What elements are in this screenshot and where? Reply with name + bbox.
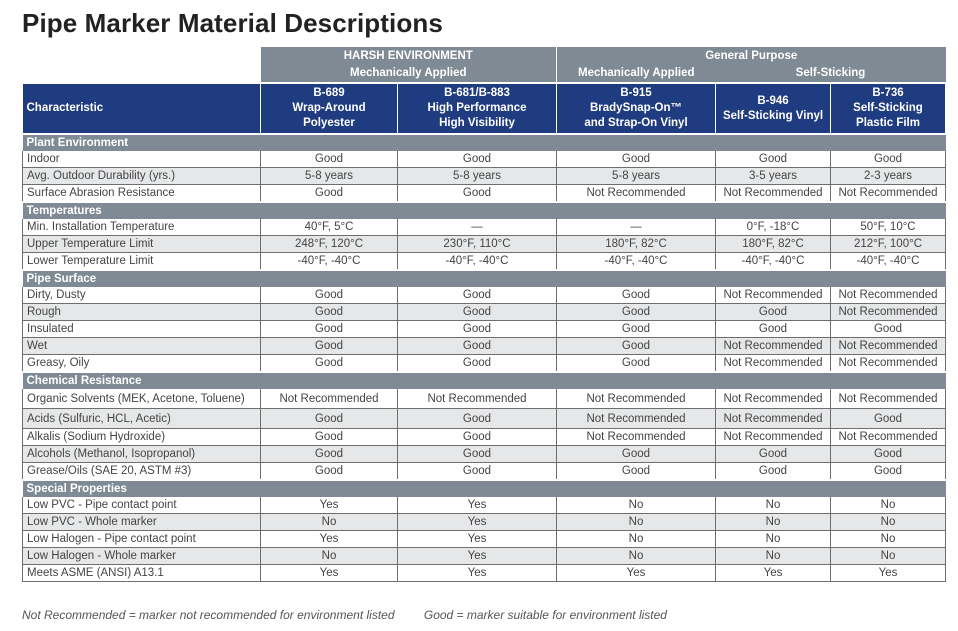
table-cell: No	[557, 514, 716, 531]
row-label: Grease/Oils (SAE 20, ASTM #3)	[23, 463, 261, 481]
table-cell: No	[716, 531, 831, 548]
table-cell: Good	[261, 409, 398, 429]
table-cell: Good	[716, 151, 831, 168]
column-header-line: Self-Sticking	[853, 102, 923, 114]
table-cell: Good	[716, 463, 831, 481]
table-cell: Good	[831, 151, 946, 168]
row-label: Low PVC - Whole marker	[23, 514, 261, 531]
column-header-1	[398, 83, 557, 134]
table-cell: 212°F, 100°C	[831, 236, 946, 253]
row-label: Meets ASME (ANSI) A13.1	[23, 565, 261, 582]
table-row	[23, 565, 946, 582]
table-cell: No	[557, 548, 716, 565]
table-cell: -40°F, -40°C	[557, 253, 716, 271]
table-cell: Not Recommended	[831, 429, 946, 446]
table-cell: Good	[261, 321, 398, 338]
table-cell: No	[831, 548, 946, 565]
table-cell: Yes	[398, 565, 557, 582]
table-cell: Not Recommended	[831, 355, 946, 373]
row-label: Upper Temperature Limit	[23, 236, 261, 253]
table-cell: Good	[557, 338, 716, 355]
table-row	[23, 185, 946, 203]
section-title: Plant Environment	[23, 134, 946, 151]
subgroup-self-sticking: Self-Sticking	[716, 64, 946, 83]
column-header-3	[716, 83, 831, 134]
table-cell: -40°F, -40°C	[261, 253, 398, 271]
table-cell: Good	[398, 304, 557, 321]
table-cell: Good	[557, 321, 716, 338]
table-row	[23, 151, 946, 168]
table-cell: Good	[261, 463, 398, 481]
group-general-purpose: General Purpose	[557, 47, 946, 64]
table-cell: Good	[831, 409, 946, 429]
table-row	[23, 531, 946, 548]
table-cell: 0°F, -18°C	[716, 219, 831, 236]
subgroup-mechanically-applied-harsh: Mechanically Applied	[261, 64, 557, 83]
table-row	[23, 253, 946, 271]
row-label: Avg. Outdoor Durability (yrs.)	[23, 168, 261, 185]
column-header-line: Self-Sticking Vinyl	[722, 109, 824, 122]
subgroup-mechanically-applied-general: Mechanically Applied	[557, 64, 716, 83]
table-cell: Yes	[261, 531, 398, 548]
table-row	[23, 389, 946, 409]
table-cell: Yes	[261, 565, 398, 582]
table-cell: Yes	[398, 548, 557, 565]
row-label: Greasy, Oily	[23, 355, 261, 373]
table-cell: Not Recommended	[557, 389, 716, 409]
column-header-0	[261, 83, 398, 134]
table-cell: Yes	[398, 514, 557, 531]
table-cell: Good	[831, 463, 946, 481]
table-cell: Not Recommended	[831, 389, 946, 409]
table-cell: Good	[716, 321, 831, 338]
table-cell: 230°F, 110°C	[398, 236, 557, 253]
footer-note-good: Good = marker suitable for environment listed	[423, 608, 667, 622]
table-cell: Not Recommended	[716, 287, 831, 304]
row-label: Wet	[23, 338, 261, 355]
table-cell: Good	[398, 338, 557, 355]
group-harsh-environment: HARSH ENVIRONMENT	[261, 47, 557, 64]
table-cell: Good	[398, 463, 557, 481]
table-cell: Good	[398, 446, 557, 463]
table-cell: Good	[261, 304, 398, 321]
column-header-line: B-736	[872, 87, 904, 99]
column-header-line: Plastic Film	[856, 117, 920, 129]
table-row	[23, 219, 946, 236]
table-cell: Good	[398, 355, 557, 373]
table-row	[23, 236, 946, 253]
footer-note-not-recommended: Not Recommended = marker not recommended for environment listed	[22, 608, 395, 622]
table-cell: Good	[398, 185, 557, 203]
row-label: Low PVC - Pipe contact point	[23, 497, 261, 514]
table-cell: 180°F, 82°C	[557, 236, 716, 253]
table-cell: Good	[557, 151, 716, 168]
column-header-line: B-946	[757, 94, 789, 107]
column-header-line: B-681/B-883	[444, 87, 510, 99]
corner-blank	[23, 47, 261, 64]
table-cell: No	[831, 514, 946, 531]
table-cell: Yes	[398, 497, 557, 514]
table-cell: -40°F, -40°C	[831, 253, 946, 271]
row-label: Dirty, Dusty	[23, 287, 261, 304]
column-header-2	[557, 83, 716, 134]
table-cell: No	[261, 548, 398, 565]
column-header-line: Polyester	[303, 117, 355, 129]
footer-legend	[22, 608, 667, 622]
table-cell: Good	[261, 338, 398, 355]
row-label: Organic Solvents (MEK, Acetone, Toluene)	[23, 389, 261, 409]
table-cell: Good	[716, 446, 831, 463]
table-cell: Good	[398, 409, 557, 429]
section-header-row	[23, 372, 946, 389]
table-cell: Not Recommended	[716, 185, 831, 203]
column-header-characteristic: Characteristic	[23, 83, 261, 134]
table-cell: Yes	[831, 565, 946, 582]
table-cell: No	[261, 514, 398, 531]
table-cell: Not Recommended	[557, 185, 716, 203]
table-cell: 2-3 years	[831, 168, 946, 185]
column-header-4	[831, 83, 946, 134]
table-row	[23, 355, 946, 373]
table-cell: -40°F, -40°C	[716, 253, 831, 271]
table-row	[23, 497, 946, 514]
table-cell: 40°F, 5°C	[261, 219, 398, 236]
table-cell: Good	[557, 446, 716, 463]
table-cell: No	[831, 531, 946, 548]
row-label: Rough	[23, 304, 261, 321]
page-title: Pipe Marker Material Descriptions	[22, 8, 443, 38]
table-cell: Good	[557, 463, 716, 481]
table-row	[23, 446, 946, 463]
column-header-line: Wrap-Around	[292, 102, 366, 114]
material-table	[22, 47, 946, 582]
row-label: Alcohols (Methanol, Isopropanol)	[23, 446, 261, 463]
table-cell: Good	[398, 429, 557, 446]
row-label: Indoor	[23, 151, 261, 168]
table-cell: Good	[261, 185, 398, 203]
row-label: Low Halogen - Pipe contact point	[23, 531, 261, 548]
table-cell: Good	[557, 304, 716, 321]
table-cell: Good	[261, 151, 398, 168]
row-label: Insulated	[23, 321, 261, 338]
table-cell: Not Recommended	[831, 185, 946, 203]
table-cell: No	[716, 514, 831, 531]
table-cell: -40°F, -40°C	[398, 253, 557, 271]
table-cell: Not Recommended	[716, 355, 831, 373]
table-cell: —	[398, 219, 557, 236]
row-label: Surface Abrasion Resistance	[23, 185, 261, 203]
section-header-row	[23, 270, 946, 287]
table-cell: Good	[831, 446, 946, 463]
table-cell: Not Recommended	[716, 409, 831, 429]
table-cell: Not Recommended	[398, 389, 557, 409]
table-cell: No	[557, 531, 716, 548]
table-cell: Good	[261, 429, 398, 446]
column-header-line: B-689	[313, 87, 345, 99]
table-cell: Yes	[261, 497, 398, 514]
table-row	[23, 429, 946, 446]
table-cell: Good	[261, 287, 398, 304]
section-title: Temperatures	[23, 202, 946, 219]
table-row	[23, 304, 946, 321]
column-header-line: B-915	[620, 87, 652, 99]
section-header-row	[23, 134, 946, 151]
table-cell: Not Recommended	[557, 429, 716, 446]
table-cell: 5-8 years	[398, 168, 557, 185]
table-cell: Not Recommended	[716, 389, 831, 409]
row-label: Low Halogen - Whole marker	[23, 548, 261, 565]
table-cell: No	[831, 497, 946, 514]
table-cell: Good	[716, 304, 831, 321]
table-row	[23, 168, 946, 185]
row-label: Lower Temperature Limit	[23, 253, 261, 271]
table-cell: Good	[557, 355, 716, 373]
table-cell: 5-8 years	[557, 168, 716, 185]
table-cell: Good	[398, 151, 557, 168]
section-title: Special Properties	[23, 480, 946, 497]
table-cell: —	[557, 219, 716, 236]
table-cell: Not Recommended	[831, 287, 946, 304]
table-cell: 3-5 years	[716, 168, 831, 185]
section-header-row	[23, 202, 946, 219]
table-cell: Not Recommended	[261, 389, 398, 409]
table-row	[23, 463, 946, 481]
table-cell: Not Recommended	[557, 409, 716, 429]
column-header-line: High Performance	[427, 102, 527, 114]
table-cell: Yes	[398, 531, 557, 548]
column-header-line: High Visibility	[439, 117, 515, 129]
row-label: Min. Installation Temperature	[23, 219, 261, 236]
table-cell: 248°F, 120°C	[261, 236, 398, 253]
table-cell: Good	[398, 321, 557, 338]
table-cell: Yes	[557, 565, 716, 582]
table-row	[23, 409, 946, 429]
table-cell: Good	[831, 321, 946, 338]
table-cell: Not Recommended	[716, 429, 831, 446]
row-label: Alkalis (Sodium Hydroxide)	[23, 429, 261, 446]
table-cell: 180°F, 82°C	[716, 236, 831, 253]
table-cell: No	[716, 497, 831, 514]
section-title: Chemical Resistance	[23, 372, 946, 389]
section-title: Pipe Surface	[23, 270, 946, 287]
table-cell: No	[716, 548, 831, 565]
table-cell: Good	[261, 446, 398, 463]
table-row	[23, 548, 946, 565]
table-cell: Not Recommended	[831, 338, 946, 355]
corner-blank-2	[23, 64, 261, 83]
table-cell: Yes	[716, 565, 831, 582]
table-cell: 50°F, 10°C	[831, 219, 946, 236]
table-cell: Not Recommended	[716, 338, 831, 355]
section-header-row	[23, 480, 946, 497]
table-cell: Not Recommended	[831, 304, 946, 321]
column-header-line: and Strap-On Vinyl	[584, 117, 688, 129]
column-header-line: BradySnap-On™	[589, 102, 682, 114]
table-row	[23, 514, 946, 531]
table-row	[23, 287, 946, 304]
table-row	[23, 321, 946, 338]
table-cell: No	[557, 497, 716, 514]
table-cell: Good	[398, 287, 557, 304]
row-label: Acids (Sulfuric, HCL, Acetic)	[23, 409, 261, 429]
table-cell: Good	[557, 287, 716, 304]
table-row	[23, 338, 946, 355]
table-cell: 5-8 years	[261, 168, 398, 185]
table-cell: Good	[261, 355, 398, 373]
